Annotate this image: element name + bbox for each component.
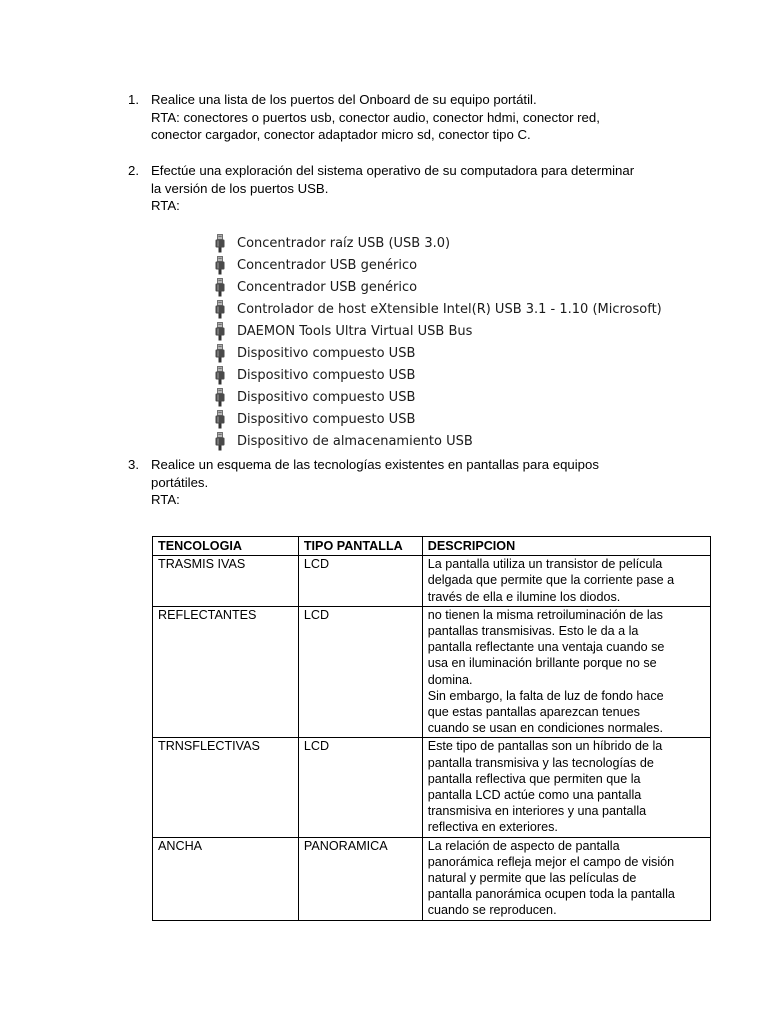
description-line: través de ella e ilumine los diodos. bbox=[427, 589, 621, 604]
usb-device-label: Concentrador USB genérico bbox=[237, 280, 418, 296]
usb-device-item bbox=[214, 233, 662, 255]
usb-plug-icon bbox=[214, 410, 226, 430]
description-line: usa en iluminación brillante porque no se bbox=[427, 656, 657, 671]
usb-device-list bbox=[214, 233, 662, 453]
answer-text: conector cargador, conector adaptador micro sd, conector tipo C. bbox=[151, 127, 531, 142]
description-line: pantalla reflectante una ventaja cuando se bbox=[427, 640, 665, 655]
usb-device-item bbox=[214, 431, 662, 453]
usb-plug-icon bbox=[214, 278, 226, 298]
table-row bbox=[153, 837, 711, 920]
usb-plug-icon bbox=[214, 344, 226, 364]
cell-tipo: PANORAMICA bbox=[298, 837, 422, 920]
description-line: pantalla LCD actúe como una pantalla bbox=[427, 788, 642, 803]
header-tecnologia: TENCOLOGIA bbox=[153, 537, 299, 556]
cell-tipo: LCD bbox=[298, 738, 422, 837]
usb-device-item bbox=[214, 255, 662, 277]
answer-label: RTA: bbox=[151, 198, 180, 213]
question-number: 3. bbox=[128, 457, 139, 472]
usb-plug-icon bbox=[214, 234, 226, 254]
description-line: cuando se usan en condiciones normales. bbox=[427, 721, 663, 736]
usb-device-label: Dispositivo compuesto USB bbox=[237, 412, 416, 428]
question-number: 1. bbox=[128, 92, 139, 107]
description-line: pantallas transmisivas. Esto le da a la bbox=[427, 624, 639, 639]
question-number: 2. bbox=[128, 163, 139, 178]
description-line: pantalla reflectiva que permiten que la bbox=[427, 771, 641, 786]
usb-device-label: Controlador de host eXtensible Intel(R) USB 3.1 - 1.10 (Microsoft) bbox=[237, 302, 662, 318]
description-line: pantalla transmisiva y las tecnologías de bbox=[427, 755, 654, 770]
cell-descripcion bbox=[422, 837, 710, 920]
cell-tipo: LCD bbox=[298, 556, 422, 607]
description-line: no tienen la misma retroiluminación de las bbox=[427, 607, 663, 622]
usb-device-label: Dispositivo compuesto USB bbox=[237, 346, 416, 362]
usb-plug-icon bbox=[214, 322, 226, 342]
header-tipo-pantalla: TIPO PANTALLA bbox=[298, 537, 422, 556]
cell-tecnologia: TRASMIS IVAS bbox=[153, 556, 299, 607]
usb-device-item bbox=[214, 299, 662, 321]
cell-tecnologia: TRNSFLECTIVAS bbox=[153, 738, 299, 837]
usb-plug-icon bbox=[214, 366, 226, 386]
description-line: Sin embargo, la falta de luz de fondo hace bbox=[427, 688, 664, 703]
answer-label: RTA: bbox=[151, 492, 180, 507]
usb-plug-icon bbox=[214, 300, 226, 320]
cell-tecnologia: ANCHA bbox=[153, 837, 299, 920]
cell-descripcion bbox=[422, 606, 710, 738]
cell-tipo: LCD bbox=[298, 606, 422, 738]
usb-plug-icon bbox=[214, 256, 226, 276]
question-3 bbox=[128, 456, 688, 509]
usb-device-label: Dispositivo de almacenamiento USB bbox=[237, 434, 473, 450]
screen-technologies-table bbox=[152, 536, 711, 921]
cell-descripcion bbox=[422, 738, 710, 837]
description-line: panorámica refleja mejor el campo de visión bbox=[427, 854, 675, 869]
usb-device-item bbox=[214, 409, 662, 431]
usb-device-item bbox=[214, 277, 662, 299]
question-1 bbox=[128, 91, 688, 144]
usb-device-label: Dispositivo compuesto USB bbox=[237, 368, 416, 384]
description-line: natural y permite que las películas de bbox=[427, 871, 637, 886]
question-text: Realice un esquema de las tecnologías existentes en pantallas para equipos bbox=[151, 457, 599, 472]
answer-text: RTA: conectores o puertos usb, conector audio, conector hdmi, conector red, bbox=[151, 109, 600, 125]
usb-device-label: Concentrador raíz USB (USB 3.0) bbox=[237, 236, 451, 252]
table-header-row bbox=[153, 537, 711, 556]
description-line: cuando se reproducen. bbox=[427, 903, 557, 918]
table-row bbox=[153, 556, 711, 607]
usb-plug-icon bbox=[214, 388, 226, 408]
question-text: la versión de los puertos USB. bbox=[151, 180, 329, 196]
header-descripcion: DESCRIPCION bbox=[422, 537, 710, 556]
description-line: La relación de aspecto de pantalla bbox=[427, 838, 620, 853]
table-row bbox=[153, 606, 711, 738]
cell-descripcion bbox=[422, 556, 710, 607]
description-line: que estas pantallas aparezcan tenues bbox=[427, 705, 640, 720]
question-text: portátiles. bbox=[151, 474, 209, 490]
description-line: La pantalla utiliza un transistor de película bbox=[427, 557, 663, 572]
description-line: delgada que permite que la corriente pase a bbox=[427, 573, 675, 588]
description-line: pantalla panorámica ocupen toda la pantalla bbox=[427, 887, 675, 902]
question-2 bbox=[128, 162, 688, 215]
description-line: transmisiva en interiores y una pantalla bbox=[427, 804, 647, 819]
description-line: domina. bbox=[427, 672, 473, 687]
usb-device-item bbox=[214, 321, 662, 343]
usb-device-item bbox=[214, 343, 662, 365]
question-text: Efectúe una exploración del sistema operativo de su computadora para determinar bbox=[151, 163, 635, 178]
question-text: Realice una lista de los puertos del Onboard de su equipo portátil. bbox=[151, 92, 537, 107]
usb-device-item bbox=[214, 387, 662, 409]
description-line: reflectiva en exteriores. bbox=[427, 820, 558, 835]
usb-device-label: Concentrador USB genérico bbox=[237, 258, 418, 274]
cell-tecnologia: REFLECTANTES bbox=[153, 606, 299, 738]
usb-device-label: DAEMON Tools Ultra Virtual USB Bus bbox=[237, 324, 473, 340]
description-line: Este tipo de pantallas son un híbrido de la bbox=[427, 739, 663, 754]
usb-plug-icon bbox=[214, 432, 226, 452]
usb-device-label: Dispositivo compuesto USB bbox=[237, 390, 416, 406]
table-row bbox=[153, 738, 711, 837]
usb-device-item bbox=[214, 365, 662, 387]
